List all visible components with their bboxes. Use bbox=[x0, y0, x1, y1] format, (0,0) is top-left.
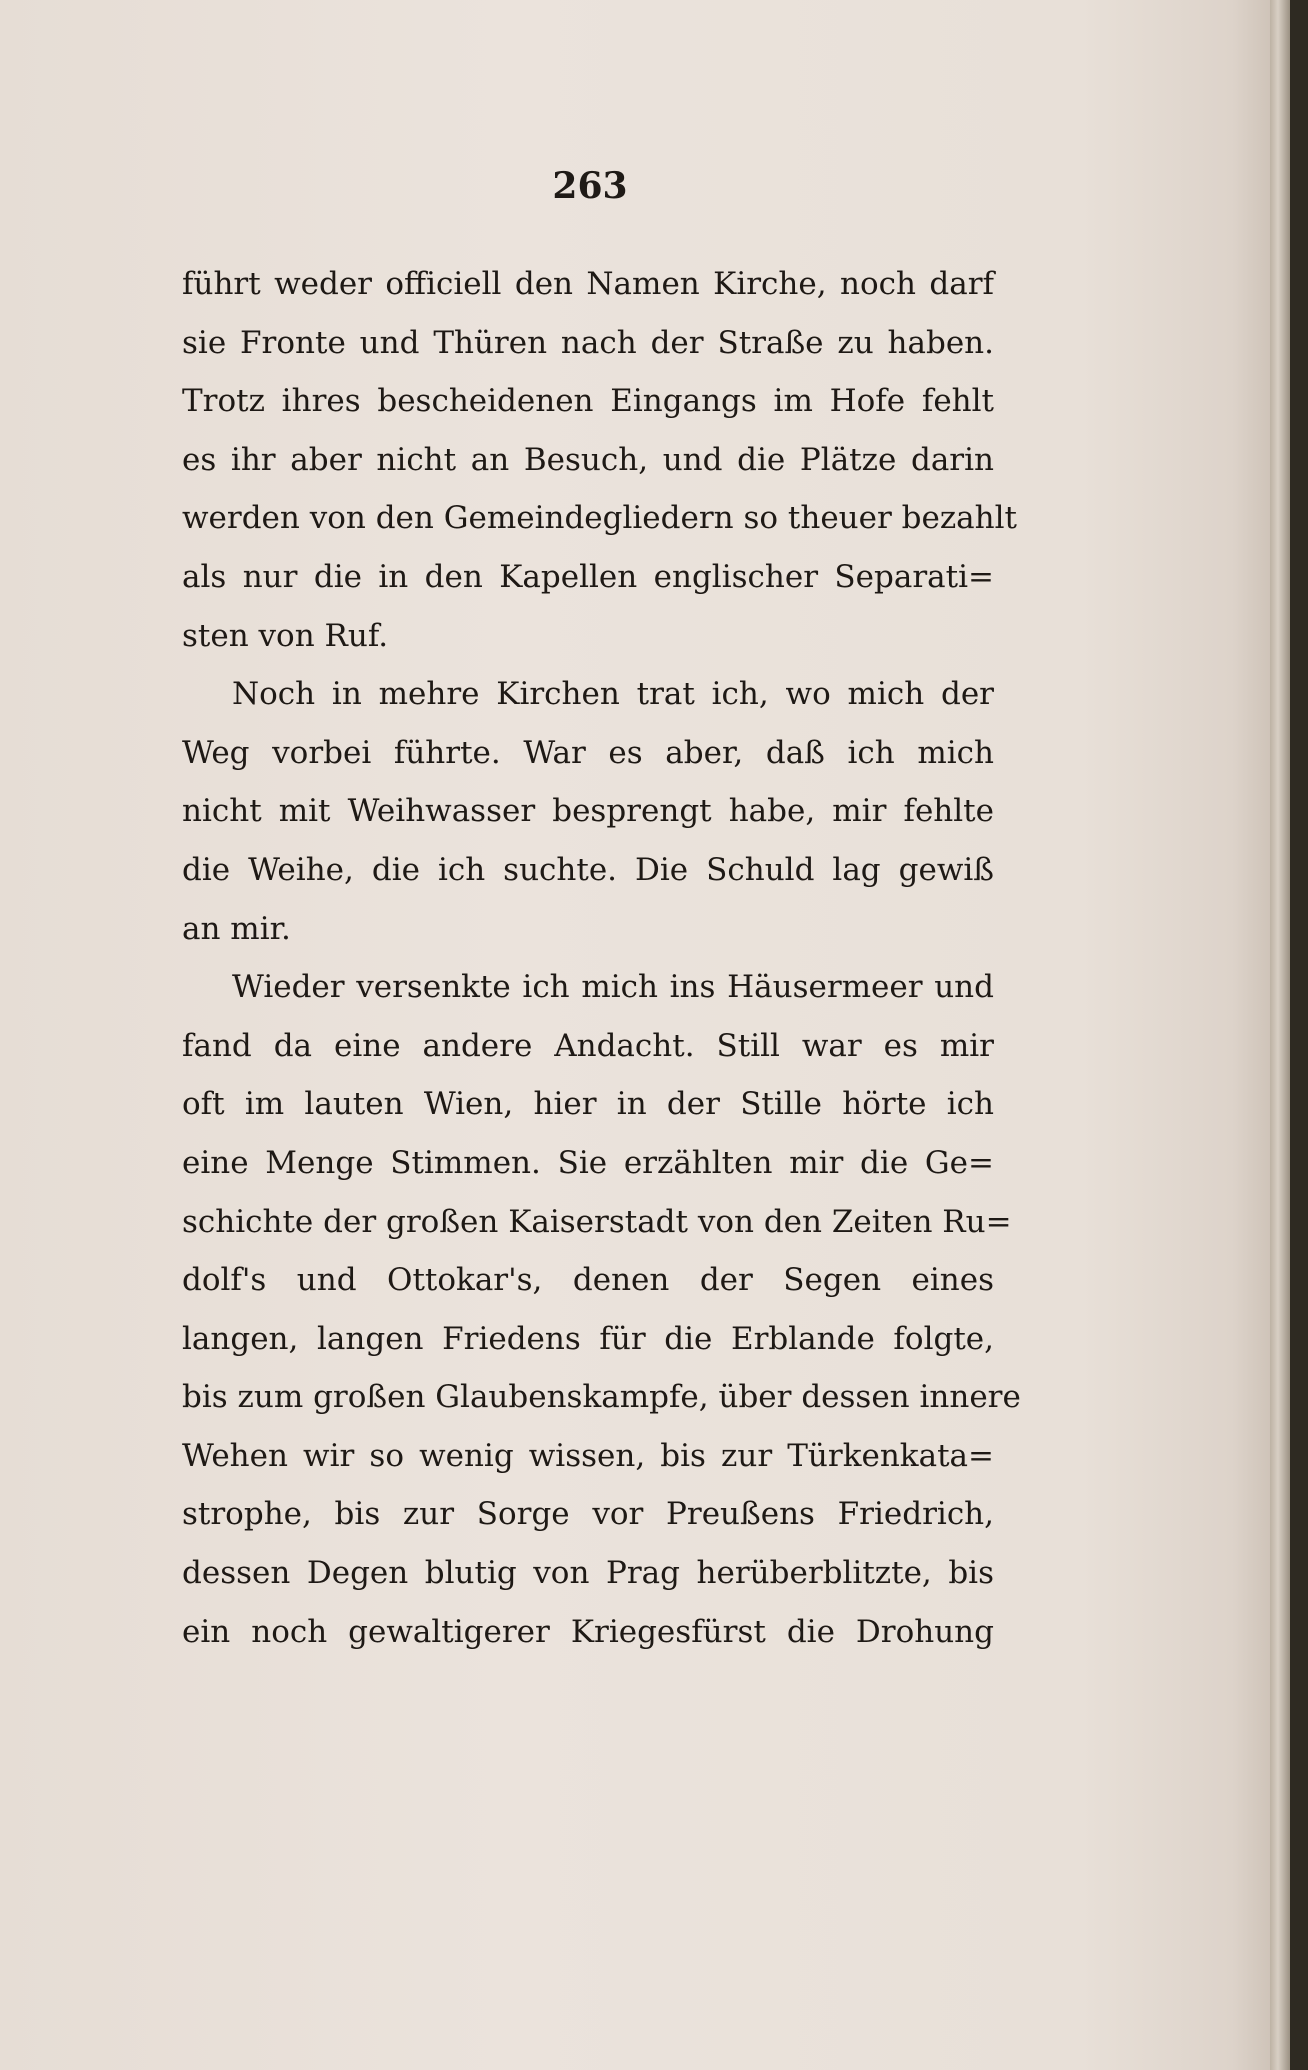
text-line: an mir. bbox=[182, 910, 291, 947]
text-line: werden von den Gemeindegliedern so theuer bezahlt bbox=[182, 500, 1018, 537]
text-line: langen, langen Friedens für die Erblande folgte, bbox=[182, 1320, 994, 1357]
text-line: fand da eine andere Andacht. Still war es mir bbox=[182, 1027, 994, 1064]
page-edge bbox=[1270, 0, 1290, 2070]
text-line: es ihr aber nicht an Besuch, und die Plätze darin bbox=[182, 441, 994, 478]
text-line: Weg vorbei führte. War es aber, daß ich mich bbox=[182, 734, 994, 771]
text-line: dessen Degen blutig von Prag herüberblitzte, bis bbox=[182, 1555, 994, 1592]
text-line: eine Menge Stimmen. Sie erzählten mir die Ge= bbox=[182, 1144, 994, 1181]
text-line: Wieder versenkte ich mich ins Häusermeer und bbox=[232, 969, 994, 1006]
text-line: führt weder officiell den Namen Kirche, noch darf bbox=[182, 266, 994, 302]
text-line: Noch in mehre Kirchen trat ich, wo mich der bbox=[232, 676, 994, 713]
text-line: sten von Ruf. bbox=[182, 617, 389, 654]
text-line: strophe, bis zur Sorge vor Preußens Friedrich, bbox=[182, 1496, 994, 1533]
text-line: schichte der großen Kaiserstadt von den Zeiten Ru= bbox=[182, 1203, 1012, 1240]
text-line: nicht mit Weihwasser besprengt habe, mir fehlte bbox=[182, 793, 994, 830]
text-line: bis zum großen Glaubenskampfe, über dessen innere bbox=[182, 1379, 1021, 1416]
text-line: ein noch gewaltigerer Kriegesfürst die Drohung bbox=[182, 1613, 994, 1650]
text-line: dolf's und Ottokar's, denen der Segen eines bbox=[182, 1262, 994, 1299]
text-line: Wehen wir so wenig wissen, bis zur Türkenkata= bbox=[182, 1437, 994, 1474]
page-number: 263 bbox=[552, 165, 628, 207]
text-line: oft im lauten Wien, hier in der Stille hörte ich bbox=[182, 1086, 994, 1123]
text-line: die Weihe, die ich suchte. Die Schuld lag gewiß bbox=[182, 851, 994, 888]
text-line: sie Fronte und Thüren nach der Straße zu haben. bbox=[182, 324, 994, 361]
text-line: Trotz ihres bescheidenen Eingangs im Hofe fehlt bbox=[182, 383, 994, 420]
text-line: als nur die in den Kapellen englischer Separati= bbox=[182, 558, 994, 595]
body-text bbox=[182, 255, 1021, 1661]
